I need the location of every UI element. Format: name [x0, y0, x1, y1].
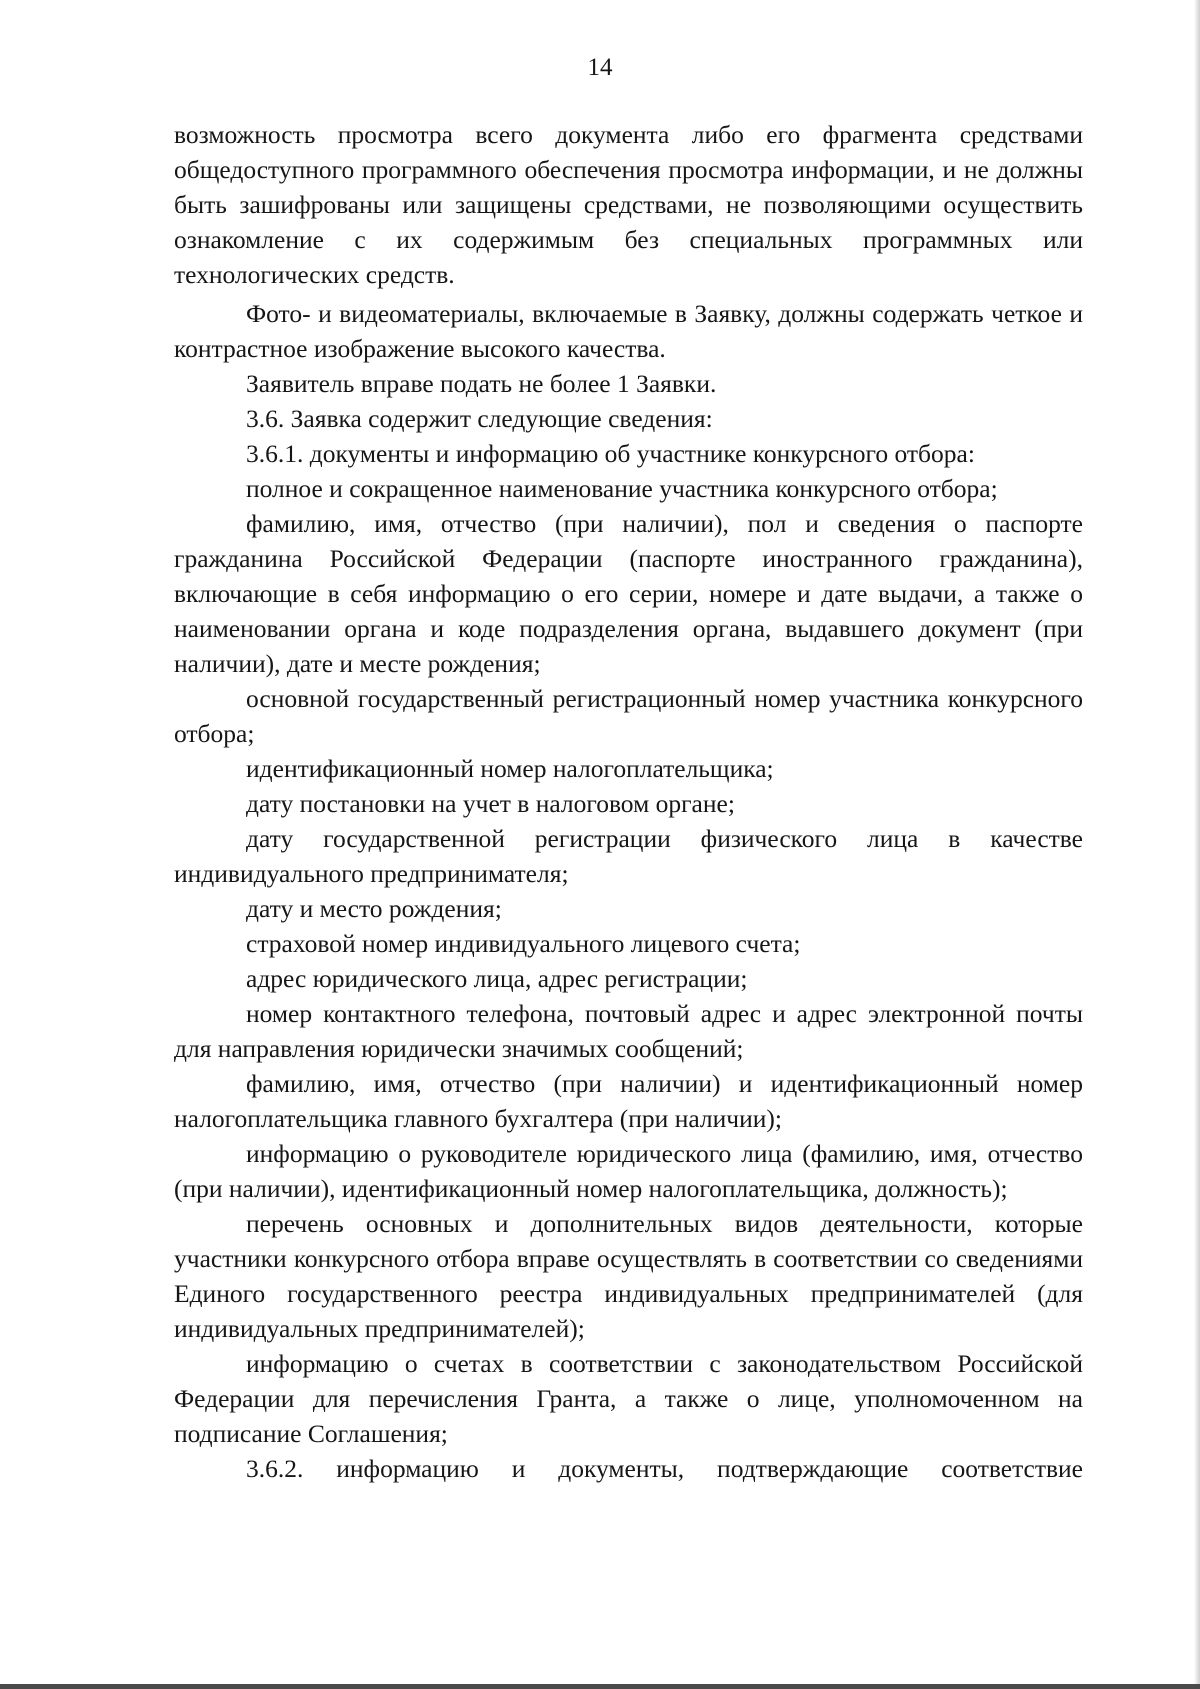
paragraph-contacts: номер контактного телефона, почтовый адрес и адрес электронной почты для направления юридически значимых сообщений;: [174, 999, 1083, 1063]
paragraph-3-6: 3.6. Заявка содержит следующие сведения:: [246, 404, 713, 433]
paragraph-continuation: возможность просмотра всего документа либо его фрагмента средствами общедоступного программного обеспечения просмотра информации, и не должны быть зашифрованы или защищены средствами, не позволяющими осуществить ознакомление с их содержимым без специальных программных или технологических средств.: [174, 120, 1083, 289]
paragraph-birth: дату и место рождения;: [246, 894, 502, 923]
scan-edge-shadow: [1194, 0, 1200, 1689]
paragraph-snils: страховой номер индивидуального лицевого счета;: [246, 929, 801, 958]
paragraph-accounts: информацию о счетах в соответствии с законодательством Российской Федерации для перечисления Гранта, а также о лице, уполномоченном на подписание Соглашения;: [174, 1349, 1083, 1448]
paragraph-passport: фамилию, имя, отчество (при наличии), пол и сведения о паспорте гражданина Российской Федерации (паспорте иностранного гражданина), включающие в себя информацию о его серии, номере и дате выдачи, а также о наименовании органа и коде подразделения органа, выдавшего документ (при наличии), дате и месте рождения;: [174, 509, 1083, 678]
paragraph-inn: идентификационный номер налогоплательщика;: [246, 754, 774, 783]
document-body: [174, 117, 1083, 1486]
scan-bottom-edge: [0, 1684, 1200, 1689]
paragraph-chief-accountant: фамилию, имя, отчество (при наличии) и идентификационный номер налогоплательщика главного бухгалтера (при наличии);: [174, 1069, 1083, 1133]
paragraph-3-6-1: 3.6.1. документы и информацию об участнике конкурсного отбора:: [246, 439, 975, 468]
paragraph-address: адрес юридического лица, адрес регистрации;: [246, 964, 748, 993]
paragraph-activities: перечень основных и дополнительных видов деятельности, которые участники конкурсного отбора вправе осуществлять в соответствии со сведениями Единого государственного реестра индивидуальных предпринимателей (для индивидуальных предпринимателей);: [174, 1209, 1083, 1343]
paragraph-applicant-limit: Заявитель вправе подать не более 1 Заявки.: [246, 369, 717, 398]
paragraph-ogrn: основной государственный регистрационный номер участника конкурсного отбора;: [174, 684, 1083, 748]
paragraph-full-name: полное и сокращенное наименование участника конкурсного отбора;: [246, 474, 998, 503]
paragraph-head-info: информацию о руководителе юридического лица (фамилию, имя, отчество (при наличии), идентификационный номер налогоплательщика, должность);: [174, 1139, 1083, 1203]
paragraph-ip-registration-date: дату государственной регистрации физического лица в качестве индивидуального предпринимателя;: [174, 824, 1083, 888]
paragraph-photo-video: Фото- и видеоматериалы, включаемые в Заявку, должны содержать четкое и контрастное изображение высокого качества.: [174, 299, 1083, 363]
paragraph-3-6-2: 3.6.2. информацию и документы, подтверждающие соответствие: [246, 1454, 1083, 1483]
paragraph-tax-registration-date: дату постановки на учет в налоговом органе;: [246, 789, 735, 818]
page-number: 14: [587, 54, 613, 81]
